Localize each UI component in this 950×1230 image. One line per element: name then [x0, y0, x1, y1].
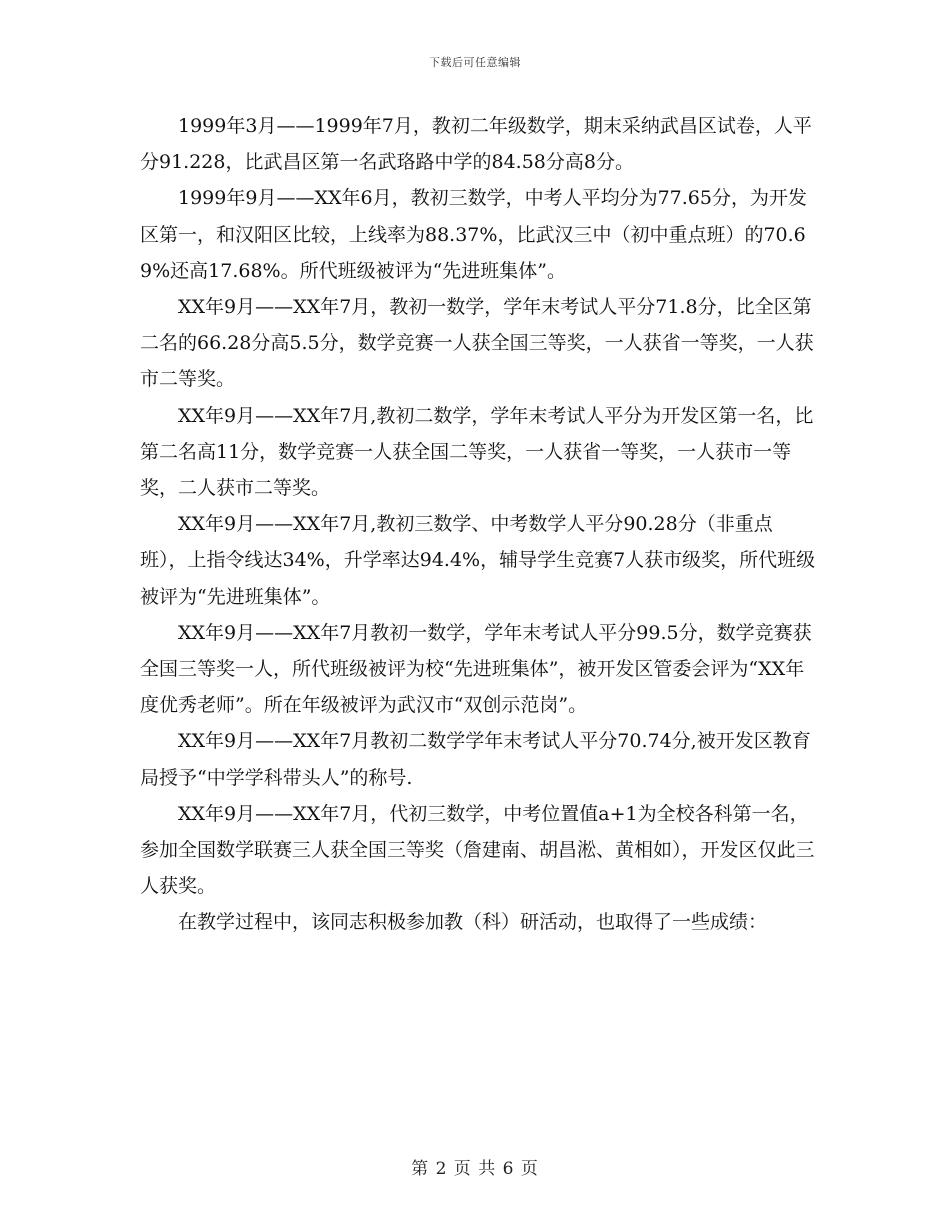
page-number: 第 2 页 共 6 页 — [411, 1159, 539, 1179]
paragraph: XX年9月——XX年7月，教初一数学，学年末考试人平分71.8分，比全区第二名的66.28分高5.5分，数学竞赛一人获全国三等奖，一人获省一等奖，一人获市二等奖。 — [140, 296, 814, 391]
header-note: 下载后可任意编辑 — [429, 56, 521, 69]
paragraph: 在教学过程中，该同志积极参加教（科）研活动，也取得了一些成绩： — [178, 911, 768, 934]
paragraph: XX年9月——XX年7月，代初三数学，中考位置值a+1为全校各科第一名，参加全国数学联赛三人获全国三等奖（詹建南、胡昌淞、黄相如），开发区仅此三人获奖。 — [140, 802, 815, 898]
paragraph: XX年9月——XX年7月,教初二数学，学年末考试人平分为开发区第一名，比第二名高11分，数学竞赛一人获全国二等奖，一人获省一等奖，一人获市一等奖，二人获市二等奖。 — [140, 404, 814, 500]
paragraph: XX年9月——XX年7月,教初三数学、中考数学人平分90.28分（非重点班），上指令线达34%，升学率达94.4%，辅导学生竞赛7人获市级奖，所代班级被评为“先进班集体”。 — [140, 513, 816, 608]
paragraph: XX年9月——XX年7月教初二数学学年末考试人平分70.74分,被开发区教育局授予“中学学科带头人”的称号. — [140, 730, 811, 789]
paragraph: 1999年3月——1999年7月，教初二年级数学，期末采纳武昌区试卷，人平分91.228，比武昌区第一名武珞路中学的84.58分高8分。 — [140, 115, 812, 174]
paragraph: 1999年9月——XX年6月，教初三数学，中考人平均分为77.65分，为开发区第一，和汉阳区比较，上线率为88.37%，比武汉三中（初中重点班）的70.69%还高17.68%。所代班级被评为“先进班集体”。 — [140, 187, 807, 282]
paragraph: XX年9月——XX年7月教初一数学，学年末考试人平分99.5分，数学竞赛获全国三等奖一人，所代班级被评为校“先进班集体”，被开发区管委会评为“XX年度优秀老师”。所在年级被评为武汉市“双创示范岗”。 — [140, 621, 812, 717]
document-body — [140, 108, 820, 941]
